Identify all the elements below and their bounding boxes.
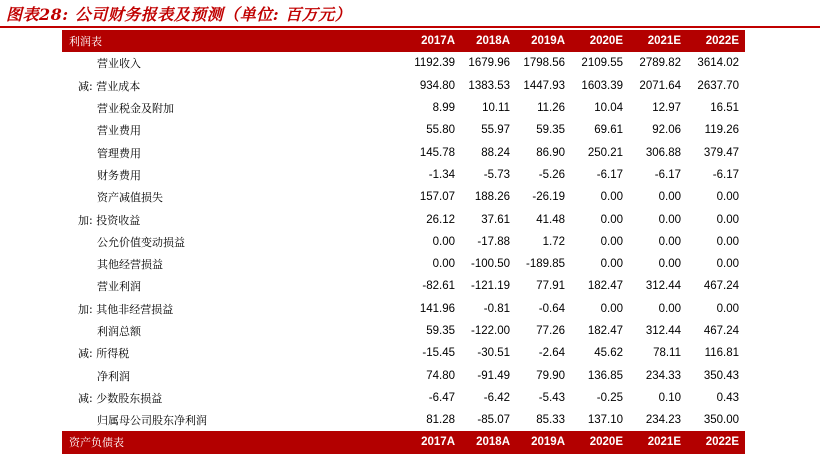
value-cell: 92.06 [652, 124, 681, 137]
value-cell: 1383.53 [468, 79, 510, 92]
value-cell: 2071.64 [639, 79, 681, 92]
value-cell: -6.47 [428, 391, 455, 404]
value-cell: 188.26 [474, 191, 510, 204]
value-cell: 934.80 [419, 79, 455, 92]
value-cell: 2789.82 [639, 57, 681, 70]
value-cell: 0.00 [716, 235, 739, 248]
table-row [62, 253, 745, 275]
value-cell: 467.24 [703, 325, 739, 337]
value-cell: 312.44 [645, 325, 681, 337]
value-cell: -85.07 [477, 414, 510, 427]
table-row [62, 387, 745, 409]
table-header-row [62, 30, 745, 52]
table-row [62, 208, 745, 230]
value-cell: 0.00 [432, 258, 455, 271]
value-cell: -0.81 [483, 302, 510, 315]
value-cell: 59.35 [426, 325, 455, 337]
value-cell: 1603.39 [581, 79, 623, 92]
value-cell: 55.80 [426, 124, 455, 137]
value-cell: 157.07 [419, 191, 455, 204]
value-cell: 77.26 [536, 325, 565, 337]
balance-sheet-header-row [62, 431, 745, 453]
value-cell: 81.28 [426, 414, 455, 427]
value-cell: -1.34 [428, 168, 455, 181]
value-cell: 137.10 [587, 414, 623, 427]
value-cell: 0.00 [716, 213, 739, 226]
value-cell: 78.11 [653, 347, 681, 360]
value-cell: 0.00 [600, 213, 623, 226]
value-cell: -26.19 [532, 191, 565, 204]
value-cell: 145.78 [419, 146, 455, 159]
value-cell: -5.73 [483, 168, 510, 181]
value-cell: -30.51 [477, 347, 510, 360]
value-cell: 467.24 [703, 280, 739, 293]
row-label: 资产减值损失 [97, 191, 163, 205]
value-cell: 0.00 [716, 302, 739, 315]
value-cell: 182.47 [587, 280, 623, 293]
value-cell: 10.11 [482, 102, 510, 115]
value-cell: 26.12 [426, 213, 455, 226]
value-cell: 250.21 [587, 146, 623, 159]
row-label: 减: 少数股东损益 [78, 391, 163, 405]
value-cell: 1192.39 [414, 57, 455, 70]
row-label: 公允价值变动损益 [97, 235, 185, 249]
table-row [62, 97, 745, 119]
value-cell: 12.97 [652, 102, 681, 115]
value-cell: 116.81 [704, 347, 739, 360]
value-cell: 45.62 [594, 347, 623, 360]
value-cell: 88.24 [481, 146, 510, 159]
year-header: 2019A [516, 431, 571, 453]
year-header: 2020E [571, 431, 629, 453]
value-cell: 86.90 [536, 146, 565, 159]
income-statement-table [62, 30, 745, 454]
value-cell: -15.45 [422, 347, 455, 360]
value-cell: 312.44 [645, 280, 681, 293]
value-cell: 0.00 [658, 235, 681, 248]
year-header: 2018A [461, 30, 516, 52]
table-row [62, 186, 745, 208]
table-row [62, 320, 745, 342]
row-label: 减: 所得税 [78, 347, 130, 361]
table-row [62, 231, 745, 253]
value-cell: 41.48 [536, 213, 565, 226]
figure-title: 图表28: 公司财务报表及预测（单位: 百万元） [6, 5, 352, 24]
value-cell: 0.43 [716, 391, 739, 404]
value-cell: 234.23 [645, 414, 681, 427]
row-label: 加: 投资收益 [78, 213, 141, 227]
value-cell: -0.25 [596, 391, 623, 404]
value-cell: 0.00 [658, 258, 681, 271]
value-cell: 379.47 [703, 146, 739, 159]
value-cell: 8.99 [432, 102, 455, 115]
value-cell: 0.00 [658, 302, 681, 315]
value-cell: 0.00 [658, 213, 681, 226]
row-label: 归属母公司股东净利润 [97, 414, 207, 428]
year-header: 2021E [629, 30, 687, 52]
value-cell: 11.26 [537, 102, 565, 115]
row-label: 其他经营损益 [97, 258, 163, 272]
row-label: 营业费用 [97, 124, 141, 138]
table-row [62, 275, 745, 297]
value-cell: 0.10 [658, 391, 681, 404]
table-row [62, 364, 745, 386]
value-cell: 0.00 [432, 235, 455, 248]
year-header: 2022E [687, 431, 745, 453]
table-row [62, 119, 745, 141]
value-cell: 3614.02 [697, 57, 739, 70]
value-cell: 2109.55 [581, 57, 623, 70]
value-cell: 10.04 [594, 102, 623, 115]
value-cell: 59.35 [536, 124, 565, 137]
value-cell: -6.17 [712, 168, 739, 181]
row-label: 营业收入 [97, 57, 141, 71]
value-cell: 0.00 [600, 302, 623, 315]
value-cell: -2.64 [538, 347, 565, 360]
value-cell: 16.51 [710, 102, 739, 115]
row-label: 减: 营业成本 [78, 79, 141, 93]
value-cell: 136.85 [587, 369, 623, 382]
table-header-label: 资产负债表 [62, 431, 406, 453]
value-cell: 85.33 [536, 414, 565, 427]
value-cell: 1.72 [542, 235, 565, 248]
value-cell: 350.00 [703, 414, 739, 427]
year-header: 2018A [461, 431, 516, 453]
value-cell: 77.91 [536, 280, 565, 293]
value-cell: 37.61 [481, 213, 510, 226]
table-row [62, 298, 745, 320]
value-cell: -91.49 [477, 369, 510, 382]
value-cell: -5.26 [538, 168, 565, 181]
value-cell: -122.00 [470, 325, 510, 337]
value-cell: -0.64 [538, 302, 565, 315]
table-row [62, 141, 745, 163]
row-label: 净利润 [97, 369, 130, 383]
row-label: 财务费用 [97, 168, 141, 182]
row-label: 加: 其他非经营损益 [78, 302, 174, 316]
value-cell: -189.85 [525, 258, 565, 271]
value-cell: 0.00 [658, 191, 681, 204]
value-cell: 182.47 [587, 325, 623, 337]
row-label: 管理费用 [97, 146, 141, 160]
value-cell: 79.90 [536, 369, 565, 382]
value-cell: -100.50 [470, 258, 510, 271]
table-row [62, 52, 745, 74]
value-cell: 0.00 [600, 258, 623, 271]
table-row [62, 164, 745, 186]
value-cell: -6.17 [654, 168, 681, 181]
table-row [62, 75, 745, 97]
row-label: 营业税金及附加 [97, 102, 174, 116]
value-cell: -5.43 [538, 391, 565, 404]
value-cell: 0.00 [716, 191, 739, 204]
year-header: 2017A [406, 431, 461, 453]
title-divider [0, 26, 820, 28]
value-cell: -6.17 [596, 168, 623, 181]
value-cell: 1679.96 [468, 57, 510, 70]
year-header: 2019A [516, 30, 571, 52]
value-cell: -121.19 [470, 280, 510, 293]
row-label: 利润总额 [97, 325, 141, 338]
value-cell: 141.96 [419, 302, 455, 315]
value-cell: 119.26 [704, 124, 739, 137]
value-cell: 55.97 [481, 124, 510, 137]
value-cell: 0.00 [600, 191, 623, 204]
year-header: 2020E [571, 30, 629, 52]
value-cell: -6.42 [483, 391, 510, 404]
table-header-label: 利润表 [62, 30, 406, 52]
value-cell: 0.00 [716, 258, 739, 271]
value-cell: 1447.93 [523, 79, 565, 92]
table-row [62, 409, 745, 431]
value-cell: -17.88 [477, 235, 510, 248]
value-cell: 350.43 [703, 369, 739, 382]
year-header: 2021E [629, 431, 687, 453]
value-cell: 306.88 [645, 146, 681, 159]
value-cell: 0.00 [600, 235, 623, 248]
year-header: 2022E [687, 30, 745, 52]
row-label: 营业利润 [97, 280, 141, 294]
value-cell: 2637.70 [697, 79, 739, 92]
value-cell: 234.33 [645, 369, 681, 382]
value-cell: 74.80 [426, 369, 455, 382]
year-header: 2017A [406, 30, 461, 52]
value-cell: -82.61 [422, 280, 455, 293]
table-row [62, 342, 745, 364]
value-cell: 69.61 [594, 124, 623, 137]
value-cell: 1798.56 [523, 57, 565, 70]
